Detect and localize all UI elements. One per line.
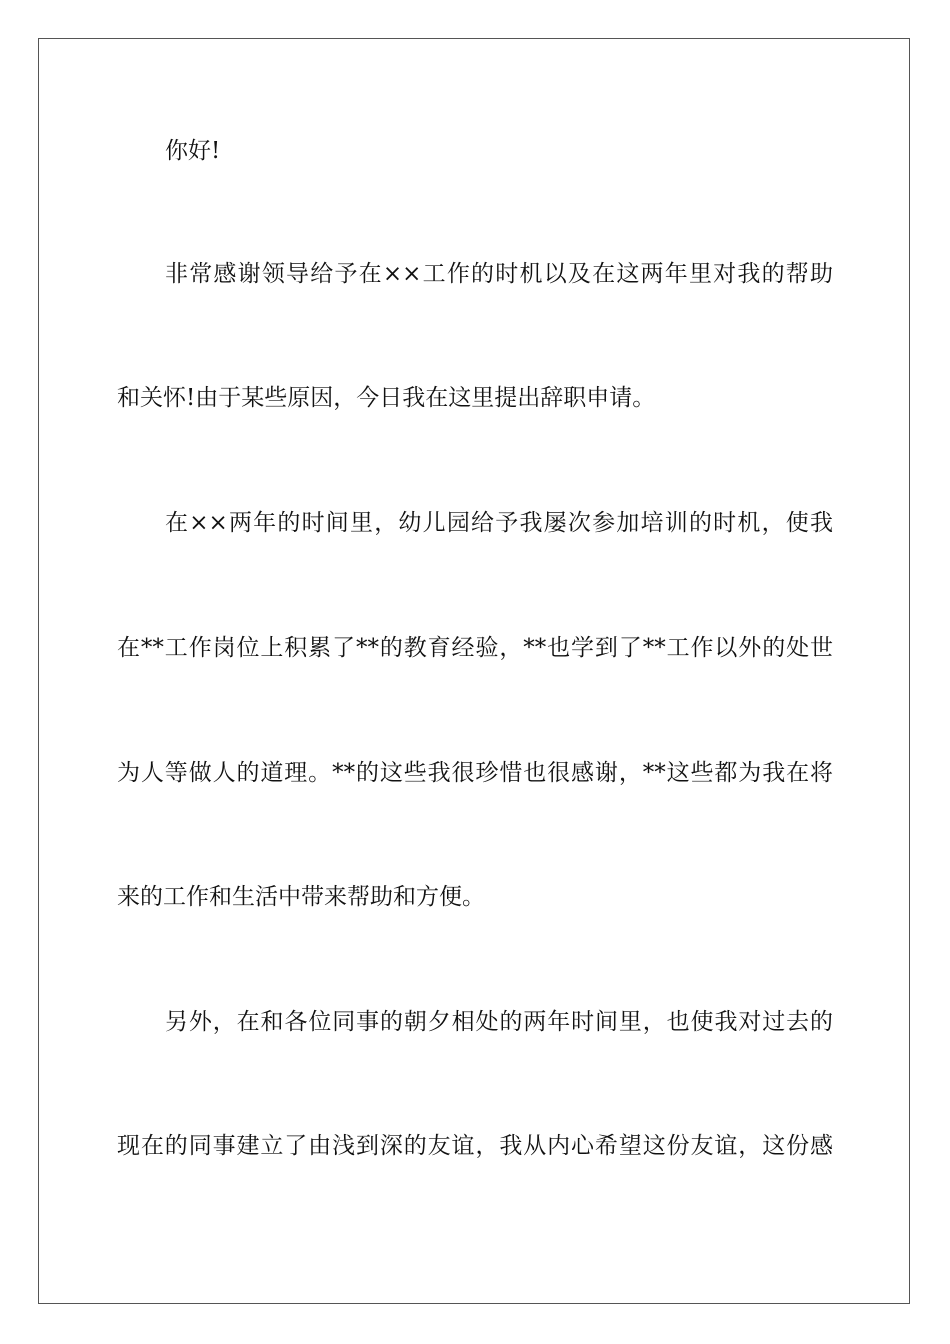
paragraph-2-line-4: 来的工作和生活中带来帮助和方便。: [117, 884, 485, 910]
paragraph-1-line-2: 和关怀!由于某些原因，今日我在这里提出辞职申请。: [117, 385, 656, 411]
paragraph-2-line-1: 在××两年的时间里，幼儿园给予我屡次参加培训的时机，使我: [165, 510, 833, 536]
greeting-line: 你好!: [165, 138, 221, 164]
paragraph-1-line-1: 非常感谢领导给予在××工作的时机以及在这两年里对我的帮助: [165, 261, 833, 287]
paragraph-2-line-2: 在**工作岗位上积累了**的教育经验，**也学到了**工作以外的处世: [117, 635, 833, 661]
paragraph-3-line-1: 另外，在和各位同事的朝夕相处的两年时间里，也使我对过去的: [165, 1009, 833, 1035]
page-border: [38, 38, 910, 1304]
paragraph-2-line-3: 为人等做人的道理。**的这些我很珍惜也很感谢，**这些都为我在将: [117, 760, 833, 786]
paragraph-3-line-2: 现在的同事建立了由浅到深的友谊，我从内心希望这份友谊，这份感: [117, 1133, 833, 1159]
